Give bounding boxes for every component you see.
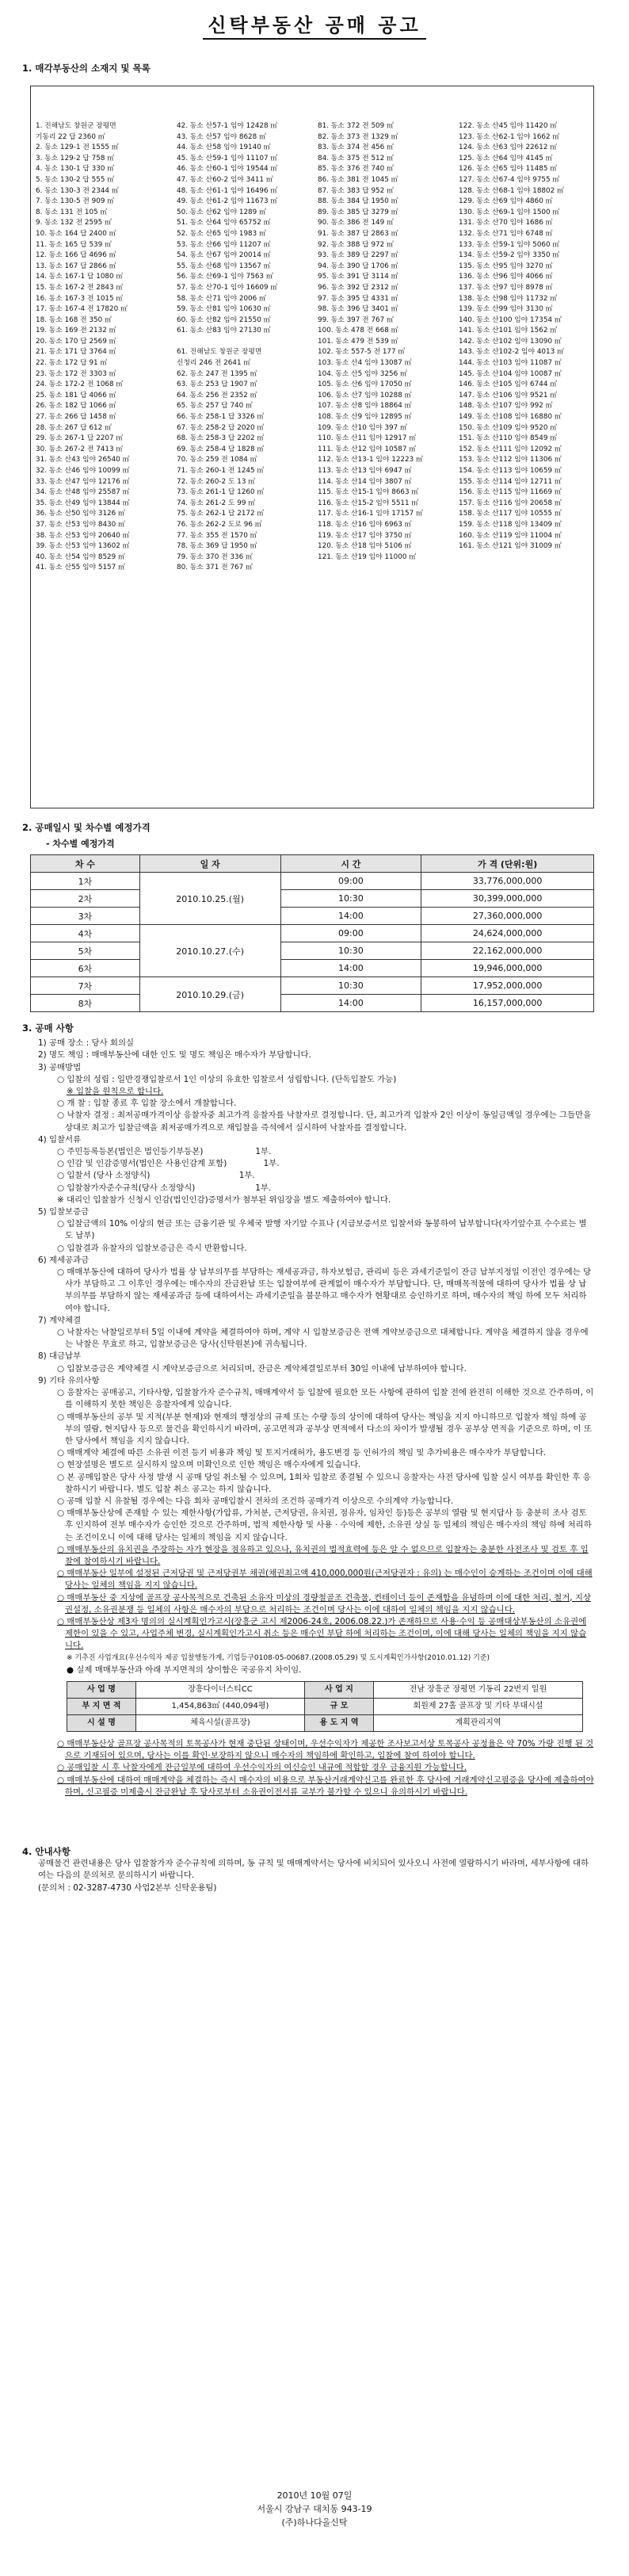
term-line: 2) 명도 책임 : 매매부동산에 대한 인도 및 명도 책임은 매수자가 부담합니다. xyxy=(38,1050,311,1061)
property-item: 106. 동소 산7 임야 10288 ㎡ xyxy=(318,391,412,399)
property-item: 110. 동소 산11 임야 12917 ㎡ xyxy=(318,434,417,443)
info-label: 시 설 명 xyxy=(67,1714,136,1731)
property-item: 61. 진해남도 창원군 장평면 xyxy=(177,348,262,357)
time-cell: 09:00 xyxy=(280,925,421,942)
schedule-row xyxy=(31,908,594,925)
info-value: 1,454,863㎡ (440,094평) xyxy=(136,1698,305,1714)
property-item: 85. 동소 376 전 740 ㎡ xyxy=(318,165,394,174)
info-row xyxy=(67,1681,583,1698)
property-item: 98. 동소 396 답 3401 ㎡ xyxy=(318,305,398,314)
date-cell: 2010.10.25.(월) xyxy=(139,873,280,925)
property-item: 3. 동소 129-2 답 758 ㎡ xyxy=(36,154,115,162)
property-item: 91. 동소 387 답 2863 ㎡ xyxy=(318,229,398,238)
term-line: ○ 공매입찰 시 후 낙찰자에게 잔금일부에 대하여 우선수익자의 여신승인 내규에 적합할 경우 금융지원 가능합니다. xyxy=(57,1763,467,1773)
header-date: 일 자 xyxy=(139,855,280,873)
footer xyxy=(0,2489,629,2529)
section3-heading: 3. 공매 사항 xyxy=(22,1022,74,1034)
price-cell: 24,624,000,000 xyxy=(421,925,594,942)
property-column-3 xyxy=(314,121,456,563)
property-item: 132. 동소 산71 임야 6748 ㎡ xyxy=(459,229,553,238)
property-item: 87. 동소 383 답 952 ㎡ xyxy=(318,186,394,195)
property-item: 80. 동소 371 전 767 ㎡ xyxy=(177,564,253,572)
property-item: 52. 동소 산65 임야 1983 ㎡ xyxy=(177,229,266,238)
property-item: 109. 동소 산10 임야 397 ㎡ xyxy=(318,423,407,432)
property-item: 40. 동소 산54 임야 8529 ㎡ xyxy=(36,552,125,561)
property-item: 68. 동소 258-3 답 2202 ㎡ xyxy=(177,434,265,443)
property-item: 82. 동소 373 전 1329 ㎡ xyxy=(318,132,398,141)
price-cell: 19,946,000,000 xyxy=(421,960,594,977)
round-cell: 5차 xyxy=(31,942,140,960)
property-item: 115. 동소 산15-1 임야 8663 ㎡ xyxy=(318,488,419,497)
property-item: 77. 동소 355 전 1570 ㎡ xyxy=(177,531,257,540)
schedule-row xyxy=(31,977,594,995)
company-name: (주)하나다올신탁 xyxy=(281,2517,348,2528)
property-item: 119. 동소 산17 임야 3750 ㎡ xyxy=(318,531,412,540)
property-item: 14. 동소 167-1 답 1080 ㎡ xyxy=(36,273,124,281)
property-item: 76. 동소 262-2 도로 96 ㎡ xyxy=(177,520,262,529)
property-item: 150. 동소 산109 임야 9520 ㎡ xyxy=(459,423,558,432)
property-item: 153. 동소 산112 임야 11306 ㎡ xyxy=(459,456,562,464)
property-item: 27. 동소 266 답 1458 ㎡ xyxy=(36,413,116,422)
info-value: 체육시설(골프장) xyxy=(136,1714,305,1731)
property-item: 31. 동소 산43 임야 26540 ㎡ xyxy=(36,456,130,464)
property-item: 24. 동소 172-2 전 1068 ㎡ xyxy=(36,380,124,389)
property-item: 26. 동소 182 답 1066 ㎡ xyxy=(36,402,116,411)
term-line: ○ 매매계약 체결에 따른 소유권 이전 등기 비용과 책임 및 토지거래허가, 용도변경 등 인허가의 책임 및 추가비용은 매수자가 부담합니다. xyxy=(57,1448,547,1458)
term-note: ※ 입찰을 원칙으로 합니다. xyxy=(67,1087,164,1097)
property-item: 15. 동소 167-2 전 2843 ㎡ xyxy=(36,283,124,292)
property-item: 50. 동소 산62 임야 1289 ㎡ xyxy=(177,208,266,216)
term-line: ○ 주민등록등본(법인은 법인등기부등본) 1부. xyxy=(57,1147,272,1157)
term-line: ○ 입찰서 (당사 소정양식) 1부. xyxy=(57,1171,255,1181)
property-item: 155. 동소 산114 임야 12711 ㎡ xyxy=(459,477,562,486)
property-item: 123. 동소 산62-1 임야 1662 ㎡ xyxy=(459,132,560,141)
term-line: 9) 기타 유의사항 xyxy=(38,1375,100,1385)
property-item: 140. 동소 산100 임야 17354 ㎡ xyxy=(459,315,562,324)
info-label: 사 업 지 xyxy=(305,1681,374,1698)
property-item: 61. 동소 산83 임야 27130 ㎡ xyxy=(177,327,271,335)
time-cell: 14:00 xyxy=(280,960,421,977)
property-item: 101. 동소 479 전 539 ㎡ xyxy=(318,337,398,346)
property-item: 6. 동소 130-3 전 2344 ㎡ xyxy=(36,186,119,195)
property-item: 125. 동소 산64 임야 4145 ㎡ xyxy=(459,154,553,162)
property-item: 84. 동소 375 전 512 ㎡ xyxy=(318,154,394,162)
property-item: 20. 동소 170 답 2569 ㎡ xyxy=(36,337,116,346)
property-item: 135. 동소 산95 임야 3270 ㎡ xyxy=(459,262,553,270)
page-title: 신탁부동산 공매 공고 xyxy=(0,10,629,37)
property-item: 107. 동소 산8 임야 18864 ㎡ xyxy=(318,402,412,411)
property-item: 149. 동소 산108 임야 16880 ㎡ xyxy=(459,413,562,422)
property-item: 147. 동소 산106 임야 9521 ㎡ xyxy=(459,391,558,399)
property-item: 72. 동소 260-2 도 13 ㎡ xyxy=(177,477,256,486)
property-item: 34. 동소 산48 임야 25587 ㎡ xyxy=(36,488,130,497)
term-line: ○ 매매부동산상에 존재할 수 있는 제한사항(가압류, 가처분, 근저당권, 유치권, 점유자, 임차인 등)등은 공부의 열람 및 현지답사 등 충분히 조사 검토 후 인지하여 전부 매수자가 승인한 것으로 간주하며, 법적 제한사항 및 사용 · 수익에 제한, 소유권 상실 등 일체의 책임은 매수자의 책임 하에 처리하는 조건이오니 이에 대해 당사는 일체의 책임을 지지 않습니다. xyxy=(57,1508,592,1542)
property-item: 137. 동소 산97 임야 8978 ㎡ xyxy=(459,283,553,292)
term-line: ○ 입찰보증금은 계약체결 시 계약보증금으로 처리되며, 잔금은 계약체결일로부터 30일 이내에 납부하여야 합니다. xyxy=(57,1363,467,1374)
property-item: 121. 동소 산19 임야 11000 ㎡ xyxy=(318,552,417,561)
schedule-row xyxy=(31,960,594,977)
property-item: 134. 동소 산59-2 임야 3350 ㎡ xyxy=(459,251,560,260)
header-price: 가 격 (단위:원) xyxy=(421,855,594,873)
property-item: 151. 동소 산110 임야 8549 ㎡ xyxy=(459,434,558,443)
term-line: ○ 공매 입찰 시 유찰될 경우에는 다음 회차 공매입찰시 전차의 조건하 공매가격 이상으로 수의계약 가능합니다. xyxy=(57,1496,454,1506)
property-item: 116. 동소 산15-2 임야 5511 ㎡ xyxy=(318,499,419,507)
term-line: ○ 매매부동산에 대하여 매매계약을 체결하는 즉시 매수자의 비용으로 부동산거래계약신고를 완료한 후 당사에 거래계약신고필증을 당사에 제출하여야 하며, 신고필증 미제출시 잔금완납 후 당사로부터 소유권이전서류 교부가 불가할 수 있으니 유의하시기 바랍니다. xyxy=(57,1775,594,1797)
property-item xyxy=(173,337,314,348)
property-item: 39. 동소 산53 임야 13602 ㎡ xyxy=(36,542,130,551)
property-item: 152. 동소 산111 임야 12092 ㎡ xyxy=(459,445,562,453)
time-cell: 09:00 xyxy=(280,873,421,890)
sale-terms xyxy=(22,1022,594,1894)
schedule-row xyxy=(31,995,594,1012)
property-item: 138. 동소 산98 임야 11732 ㎡ xyxy=(459,294,558,303)
term-line: ○ 입찰의 성립 : 일반경쟁입찰로서 1인 이상의 유효한 입찰로서 성립합니다. (단독입찰도 가능) xyxy=(57,1074,397,1084)
property-item: 65. 동소 257 답 740 ㎡ xyxy=(177,402,253,411)
property-item: 74. 동소 261-2 도 99 ㎡ xyxy=(177,499,256,507)
info-label: 부 지 면 적 xyxy=(67,1698,136,1714)
property-item: 88. 동소 384 답 1950 ㎡ xyxy=(318,197,398,206)
property-item: 100. 동소 478 전 668 ㎡ xyxy=(318,327,398,335)
property-item: 69. 동소 258-4 답 1828 ㎡ xyxy=(177,445,265,453)
property-item: 8. 동소 131 전 105 ㎡ xyxy=(36,208,108,216)
price-cell: 27,360,000,000 xyxy=(421,908,594,925)
property-column-4 xyxy=(456,121,597,552)
term-line: 3) 공매방법 xyxy=(38,1062,82,1072)
property-item: 기동리 22 답 2360 ㎡ xyxy=(36,132,105,141)
term-line: ○ 낙찰자 결정 : 최저공매가격이상 응찰자중 최고가격 응찰자를 낙찰자로 결정합니다. 단, 최고가격 입찰자 2인 이상이 동일금액일 경우에는 그들만을 상대로 최고가 입찰금액을 최저공매가격으로 재입찰을 즉석에서 실시하여 낙찰자를 결정합니다. xyxy=(57,1110,592,1133)
term-line: ○ 낙찰자는 낙찰일로부터 5일 이내에 계약을 체결하여야 하며, 계약 시 입찰보증금은 전액 계약보증금으로 대체합니다. 계약을 체결하지 않을 경우에는 낙찰은 무효로 하고, 입찰보증금은 당사(신탁원본)에 귀속됩니다. xyxy=(57,1328,589,1350)
term-line: ○ 매매부동산 중 지상에 골프장 공사목적으로 건축된 소유자 미상의 경량철골조 건축물, 컨테이너 등이 존재함을 유념하며 이에 대한 처리, 철거, 지상권설정, 소유권분쟁 등 일체의 사항은 매수자의 부담으로 처리하는 조건이며 당사는 이에 대하여 일체의 책임을 지지 않습니다. xyxy=(57,1592,591,1615)
property-item: 22. 동소 172 답 91 ㎡ xyxy=(36,359,108,368)
property-item: 86. 동소 381 전 1045 ㎡ xyxy=(318,175,398,184)
property-item: 130. 동소 산69-1 임야 1500 ㎡ xyxy=(459,208,560,216)
property-item: 159. 동소 산118 임야 13409 ㎡ xyxy=(459,520,562,529)
property-item: 59. 동소 산81 임야 10630 ㎡ xyxy=(177,305,271,314)
info-value: 전남 장흥군 장평면 기동리 22번지 일원 xyxy=(374,1681,583,1698)
guide-line: 공매물건 관련내용은 당사 입찰참가자 준수규칙에 의하며, 동 규칙 및 매매계약서는 당사에 비치되어 있사오니 사전에 열람하시기 바라며, 세부사항에 대하여는 다음의 문의처로 문의하시기 바랍니다. xyxy=(38,1859,589,1881)
property-item: 146. 동소 산105 임야 6744 ㎡ xyxy=(459,380,558,389)
time-cell: 10:30 xyxy=(280,977,421,995)
property-item: 23. 동소 172 전 3303 ㎡ xyxy=(36,369,116,378)
property-item: 56. 동소 산69-1 임야 7563 ㎡ xyxy=(177,273,273,281)
property-item: 96. 동소 392 답 2312 ㎡ xyxy=(318,283,398,292)
info-value: 계획관리지역 xyxy=(374,1714,583,1731)
property-item: 13. 동소 167 답 2866 ㎡ xyxy=(36,262,116,270)
property-item: 92. 동소 388 답 972 ㎡ xyxy=(318,240,394,249)
section2-subheading: - 차수별 예정가격 xyxy=(46,839,115,849)
property-item: 148. 동소 산107 임야 992 ㎡ xyxy=(459,402,553,411)
round-cell: 3차 xyxy=(31,908,140,925)
property-item: 78. 동소 369 답 1950 ㎡ xyxy=(177,542,257,551)
property-item: 48. 동소 산61-1 임야 16496 ㎡ xyxy=(177,186,278,195)
property-item: 124. 동소 산63 임야 22612 ㎡ xyxy=(459,143,558,152)
property-item: 10. 동소 164 답 2400 ㎡ xyxy=(36,229,116,238)
property-item: 114. 동소 산14 임야 3807 ㎡ xyxy=(318,477,412,486)
property-item: 102. 동소 557-5 전 177 ㎡ xyxy=(318,348,406,357)
price-cell: 17,952,000,000 xyxy=(421,977,594,995)
time-cell: 14:00 xyxy=(280,908,421,925)
round-cell: 1차 xyxy=(31,873,140,890)
property-column-1 xyxy=(32,121,173,574)
property-item: 63. 동소 253 답 1907 ㎡ xyxy=(177,380,257,389)
property-item: 42. 동소 산57-1 임야 12428 ㎡ xyxy=(177,122,278,130)
time-cell: 10:30 xyxy=(280,942,421,960)
round-cell: 6차 xyxy=(31,960,140,977)
property-item: 97. 동소 395 답 4331 ㎡ xyxy=(318,294,398,303)
property-item: 51. 동소 산64 임야 65752 ㎡ xyxy=(177,219,271,227)
property-item: 45. 동소 산59-1 임야 11107 ㎡ xyxy=(177,154,278,162)
section1-heading: 1. 매각부동산의 소재지 및 목록 xyxy=(22,63,151,74)
property-item: 70. 동소 259 전 1084 ㎡ xyxy=(177,456,257,464)
term-line: ○ 개 찰 : 입찰 종료 후 입찰 장소에서 개찰합니다. xyxy=(57,1099,237,1109)
term-line: ○ 매매부동산상 골프장 공사목적의 토목공사가 현재 중단된 상태이며, 우선수익자가 제공한 조사보고서상 토목공사 공정율은 약 70% 가량 진행 된 것으로 기재되어 있으며, 당사는 이를 확인·보장하지 않으니 매수자의 책임하에 확인하고, 입찰에 참여 하여야 합니다. xyxy=(57,1738,594,1761)
info-value: 회원제 27홀 골프장 및 기타 부대시설 xyxy=(374,1698,583,1714)
header-round: 차 수 xyxy=(31,855,140,873)
property-item: 145. 동소 산104 임야 10087 ㎡ xyxy=(459,369,562,378)
round-cell: 4차 xyxy=(31,925,140,942)
term-line: ○ 본 공매입찰은 당사 사정 발생 시 공매 당일 취소될 수 있으며, 1회차 입찰로 종결될 수 있으니 응찰자는 사전 당사에 입찰 실시 여부를 확인한 후 응찰하시기 바랍니다. 별도 입찰 취소 공고는 하지 않습니다. xyxy=(57,1472,591,1494)
property-item: 16. 동소 167-3 전 1015 ㎡ xyxy=(36,294,124,303)
property-item: 62. 동소 247 전 1395 ㎡ xyxy=(177,369,257,378)
property-item: 38. 동소 산53 임야 20640 ㎡ xyxy=(36,531,130,540)
property-item: 37. 동소 산53 임야 8430 ㎡ xyxy=(36,520,125,529)
term-note: ※ 기추진 사업개요(우선수익자 제공 입찰행동가계, 기업등구0108-05-00687.(2008.05.29) 및 도시계획인가사항(2010.01.12) 기준) xyxy=(67,1653,490,1662)
property-item: 4. 동소 130-1 답 330 ㎡ xyxy=(36,165,115,174)
property-item: 30. 동소 267-2 전 7413 ㎡ xyxy=(36,445,124,453)
property-item: 111. 동소 산12 임야 10587 ㎡ xyxy=(318,445,417,453)
property-item: 108. 동소 산9 임야 12895 ㎡ xyxy=(318,413,412,422)
property-item: 156. 동소 산115 임야 11669 ㎡ xyxy=(459,488,562,497)
property-item: 94. 동소 390 답 1706 ㎡ xyxy=(318,262,398,270)
property-column-2 xyxy=(173,121,314,574)
property-item: 136. 동소 산96 임야 4066 ㎡ xyxy=(459,273,553,281)
property-item: 32. 동소 산46 임야 10099 ㎡ xyxy=(36,467,130,475)
term-line: 7) 계약체결 xyxy=(38,1315,82,1325)
property-item: 64. 동소 256 전 2352 ㎡ xyxy=(177,391,257,399)
time-cell: 10:30 xyxy=(280,890,421,908)
property-item: 131. 동소 산70 임야 1686 ㎡ xyxy=(459,219,553,227)
property-item: 79. 동소 370 전 336 ㎡ xyxy=(177,552,253,561)
notice-date: 2010년 10월 07일 xyxy=(276,2490,353,2501)
property-item: 141. 동소 산101 임야 1562 ㎡ xyxy=(459,327,558,335)
section2-heading: 2. 공매일시 및 차수별 예정가격 xyxy=(22,822,151,833)
term-line: ○ 입찰금액의 10% 이상의 현금 또는 금융기관 및 우체국 발행 자기앞 수표나 (지급보증서로 입찰서와 동봉하여 납부합니다(자기앞수표 수수료는 별도 납부) xyxy=(57,1219,587,1241)
property-item: 133. 동소 산59-1 임야 5060 ㎡ xyxy=(459,240,560,249)
info-row xyxy=(67,1714,583,1731)
property-item: 17. 동소 167-4 전 17820 ㎡ xyxy=(36,305,128,314)
property-item: 139. 동소 산99 임야 3130 ㎡ xyxy=(459,305,553,314)
property-item: 112. 동소 산13-1 임야 12223 ㎡ xyxy=(318,456,423,464)
info-value: 장흥다이너스티CC xyxy=(136,1681,305,1698)
property-item: 83. 동소 374 전 456 ㎡ xyxy=(318,143,394,152)
property-item: 103. 동소 산4 임야 13087 ㎡ xyxy=(318,359,412,368)
property-item: 118. 동소 산16 임야 6963 ㎡ xyxy=(318,520,412,529)
property-item: 11. 동소 165 답 539 ㎡ xyxy=(36,240,112,249)
term-line: ○ 매매부동산의 공부 및 지적(부분 현재)와 현재의 행정상의 규제 또는 수량 등의 상이에 대하여 당사는 책임을 지지 아니하므로 입찰자 책임 하에 공부의 열람, 현지답사 등으로 물건을 확인하시기 바라며, 공고면적과 공부상 면적에서 다소의 차이가 발생될 경우 공부상 면적을 기준으로 하며, 이 또한 당사에서 책임을 지지 않습니다. xyxy=(57,1412,592,1446)
time-cell: 14:00 xyxy=(280,995,421,1012)
property-item: 128. 동소 산68-1 임야 18802 ㎡ xyxy=(459,186,564,195)
property-item: 127. 동소 산67-4 임야 9755 ㎡ xyxy=(459,175,560,184)
section4-heading: 4. 안내사항 xyxy=(22,1845,71,1857)
property-item: 120. 동소 산18 임야 5106 ㎡ xyxy=(318,542,412,551)
round-cell: 2차 xyxy=(31,890,140,908)
term-line: 5) 입찰보증금 xyxy=(38,1207,90,1217)
property-item: 144. 동소 산103 임야 11087 ㎡ xyxy=(459,359,562,368)
property-item: 122. 동소 산45 임야 11420 ㎡ xyxy=(459,122,558,130)
property-item: 35. 동소 산49 임야 13844 ㎡ xyxy=(36,499,130,507)
term-line: 8) 대금납부 xyxy=(38,1351,82,1362)
property-item: 143. 동소 산102-2 임야 4013 ㎡ xyxy=(459,348,564,357)
term-line: ○ 매매부동산의 유치권을 주장하는 자가 현장을 점유하고 있으나, 유치권의 법적효력에 등은 알 수 없으므로 입찰자는 충분한 사전조사 및 검토 후 입찰에 참여하시기 바랍니다. xyxy=(57,1544,589,1566)
price-cell: 30,399,000,000 xyxy=(421,890,594,908)
info-label: 용 도 지 역 xyxy=(305,1714,374,1731)
property-item: 160. 동소 산119 임야 11004 ㎡ xyxy=(459,531,562,540)
property-item: 81. 동소 372 전 509 ㎡ xyxy=(318,122,394,130)
schedule-row xyxy=(31,890,594,908)
property-item: 71. 동소 260-1 전 1245 ㎡ xyxy=(177,467,265,475)
project-info-table xyxy=(67,1681,583,1732)
property-item: 126. 동소 산65 임야 11485 ㎡ xyxy=(459,165,558,174)
property-item: 129. 동소 산69 임야 4860 ㎡ xyxy=(459,197,553,206)
term-line: ○ 현장설명은 별도로 실시하지 않으며 미확인으로 인한 책임은 매수자에게 있습니다. xyxy=(57,1460,361,1470)
term-note: ● 실제 매매부동산과 아래 부지면적의 상이함은 국공유지 차이임. xyxy=(67,1664,302,1675)
property-item: 9. 동소 132 전 2595 ㎡ xyxy=(36,219,112,227)
info-label: 사 업 명 xyxy=(67,1681,136,1698)
term-line: ○ 입찰참가자준수규칙(당사 소정양식) 1부. xyxy=(57,1183,272,1193)
property-item: 43. 동소 산57 임야 8628 ㎡ xyxy=(177,132,266,141)
property-item: 158. 동소 산117 임야 10555 ㎡ xyxy=(459,510,562,518)
header-time: 시 간 xyxy=(280,855,421,873)
property-item: 19. 동소 169 전 2132 ㎡ xyxy=(36,327,116,335)
property-item: 113. 동소 산13 임야 6947 ㎡ xyxy=(318,467,412,475)
schedule-row xyxy=(31,925,594,942)
term-line: ○ 인감 및 인감증명서(법인은 사용인감계 포함) 1부. xyxy=(57,1159,280,1169)
property-item: 5. 동소 130-2 답 555 ㎡ xyxy=(36,175,115,184)
property-item: 104. 동소 산5 임야 3256 ㎡ xyxy=(318,369,407,378)
property-item: 60. 동소 산82 임야 21550 ㎡ xyxy=(177,315,271,324)
property-item: 57. 동소 산70-1 임야 16609 ㎡ xyxy=(177,283,278,292)
property-item: 신청리 246 전 2641 ㎡ xyxy=(177,359,251,368)
property-item: 142. 동소 산102 임야 13090 ㎡ xyxy=(459,337,562,346)
date-cell: 2010.10.27.(수) xyxy=(139,925,280,977)
property-item: 12. 동소 166 답 4696 ㎡ xyxy=(36,251,116,260)
property-item: 55. 동소 산68 임야 13567 ㎡ xyxy=(177,262,271,270)
term-note: ※ 대리인 입찰참가 신청시 인감(법인인감)증명서가 첨부된 위임장을 별도 제출하여야 합니다. xyxy=(57,1194,391,1205)
property-item: 105. 동소 산6 임야 17050 ㎡ xyxy=(318,380,412,389)
property-item: 89. 동소 385 답 3279 ㎡ xyxy=(318,208,398,216)
property-item: 46. 동소 산60-1 임야 19544 ㎡ xyxy=(177,165,278,174)
property-item: 21. 동소 171 답 3764 ㎡ xyxy=(36,348,116,357)
price-cell: 16,157,000,000 xyxy=(421,995,594,1012)
schedule-header-row xyxy=(31,855,594,873)
round-cell: 8차 xyxy=(31,995,140,1012)
property-item: 154. 동소 산113 임야 10659 ㎡ xyxy=(459,467,562,475)
price-cell: 22,162,000,000 xyxy=(421,942,594,960)
property-item: 75. 동소 262-1 답 2172 ㎡ xyxy=(177,510,265,518)
term-line: 4) 입찰서류 xyxy=(38,1134,82,1145)
term-line: ○ 매매부동산에 대하여 당사가 법률 상 납부의무를 부담하는 재세공과금, 하자보험금, 관리비 등은 과세기준일이 잔금 납부지정일 이전인 경우에는 당사가 부담하고 그 이후인 경우에는 매수자의 잔금완납 또는 입찰여부에 관계없이 매수자가 부담합니다. 단, 매매목적물에 대하여 당사가 법률 상 납부의무를 부담하지 않는 재세공과금 등에 대하여서는 과세기준일을 불문하고 매수자가 현황대로 승인하기로 하며, 매수자의 책임 하에 모두 처리하여야 합니다. xyxy=(57,1267,592,1313)
property-item: 73. 동소 261-1 답 1260 ㎡ xyxy=(177,488,265,497)
property-item: 49. 동소 산61-2 임야 11673 ㎡ xyxy=(177,197,278,206)
date-cell: 2010.10.29.(금) xyxy=(139,977,280,1012)
property-item: 161. 동소 산121 임야 31009 ㎡ xyxy=(459,542,562,551)
property-item: 44. 동소 산58 임야 19140 ㎡ xyxy=(177,143,271,152)
schedule-row xyxy=(31,942,594,960)
term-line: ○ 매매부동산 일부에 설정된 근저당권 및 근저당권부 채권(채권최고액 410,000,000원(근저당권자 : 유의) 는 매수인이 승계하는 조건이며 이에 대해 당사는 일체의 책임을 지지 않습니다. xyxy=(57,1569,593,1591)
property-item: 117. 동소 산16-1 임야 17157 ㎡ xyxy=(318,510,423,518)
info-label: 규 모 xyxy=(305,1698,374,1714)
property-item: 41. 동소 산55 임야 5157 ㎡ xyxy=(36,564,125,572)
property-item: 157. 동소 산116 임야 20658 ㎡ xyxy=(459,499,562,507)
property-item: 28. 동소 267 답 612 ㎡ xyxy=(36,423,112,432)
property-item: 58. 동소 산71 임야 2006 ㎡ xyxy=(177,294,266,303)
property-item: 67. 동소 258-2 답 2020 ㎡ xyxy=(177,423,265,432)
property-item: 99. 동소 397 전 767 ㎡ xyxy=(318,315,394,324)
contact-line: (문의처 : 02-3287-4730 사업2본부 신탁운용팀) xyxy=(38,1882,217,1893)
term-line: ○ 매매부동산상 제3자 명의의 실시계획인가고시(장흥군 고시 제2006-24호, 2006.08.22.)가 존재하므로 사용·수익 등 공매대상부동산의 소유권에 제한이 있을 수 있고, 사업주체 변경, 실시계획인가고시 취소 등은 매수인 부담 하에 처리하는 조건이며, 이에 대해 당사는 일체의 책임을 지지 않습니다. xyxy=(57,1616,587,1651)
info-row xyxy=(67,1698,583,1714)
property-item: 90. 동소 386 전 149 ㎡ xyxy=(318,219,394,227)
property-item: 1. 진해남도 창원군 장평면 xyxy=(36,122,116,130)
company-address: 서울시 강남구 대치동 943-19 xyxy=(257,2504,372,2514)
property-item: 2. 동소 129-1 전 1555 ㎡ xyxy=(36,143,119,152)
property-item: 95. 동소 391 답 3114 ㎡ xyxy=(318,273,398,281)
property-item: 7. 동소 130-5 전 909 ㎡ xyxy=(36,197,115,206)
term-line: ○ 입찰결과 유찰자의 입찰보증금은 즉시 반환합니다. xyxy=(57,1243,247,1253)
schedule-row xyxy=(31,873,594,890)
property-item: 54. 동소 산67 임야 20014 ㎡ xyxy=(177,251,271,260)
property-item: 47. 동소 산60-2 임야 3411 ㎡ xyxy=(177,175,273,184)
property-item: 36. 동소 산50 임야 3126 ㎡ xyxy=(36,510,125,518)
property-item: 29. 동소 267-1 답 2207 ㎡ xyxy=(36,434,124,443)
round-cell: 7차 xyxy=(31,977,140,995)
property-item: 53. 동소 산66 임야 11207 ㎡ xyxy=(177,240,271,249)
property-item: 25. 동소 181 답 4066 ㎡ xyxy=(36,391,116,399)
property-item: 18. 동소 168 전 350 ㎡ xyxy=(36,315,112,324)
property-list-box xyxy=(30,86,594,808)
price-cell: 33,776,000,000 xyxy=(421,873,594,890)
term-line: 6) 제세공과금 xyxy=(38,1255,90,1265)
schedule-table xyxy=(30,854,594,1012)
property-item: 66. 동소 258-1 답 3326 ㎡ xyxy=(177,413,265,422)
property-item: 93. 동소 389 답 2297 ㎡ xyxy=(318,251,398,260)
property-item: 33. 동소 산47 임야 12176 ㎡ xyxy=(36,477,130,486)
term-line: ○ 응찰자는 공매공고, 기타사항, 입찰참가자 준수규칙, 매매계약서 등 입찰에 필요한 모든 사항에 관하여 입찰 전에 완전히 이해한 것으로 간주하며, 이를 이해하지 못한 책임은 응찰자에게 있습니다. xyxy=(57,1388,594,1410)
term-line: 1) 공매 장소 : 당사 회의실 xyxy=(38,1038,135,1049)
